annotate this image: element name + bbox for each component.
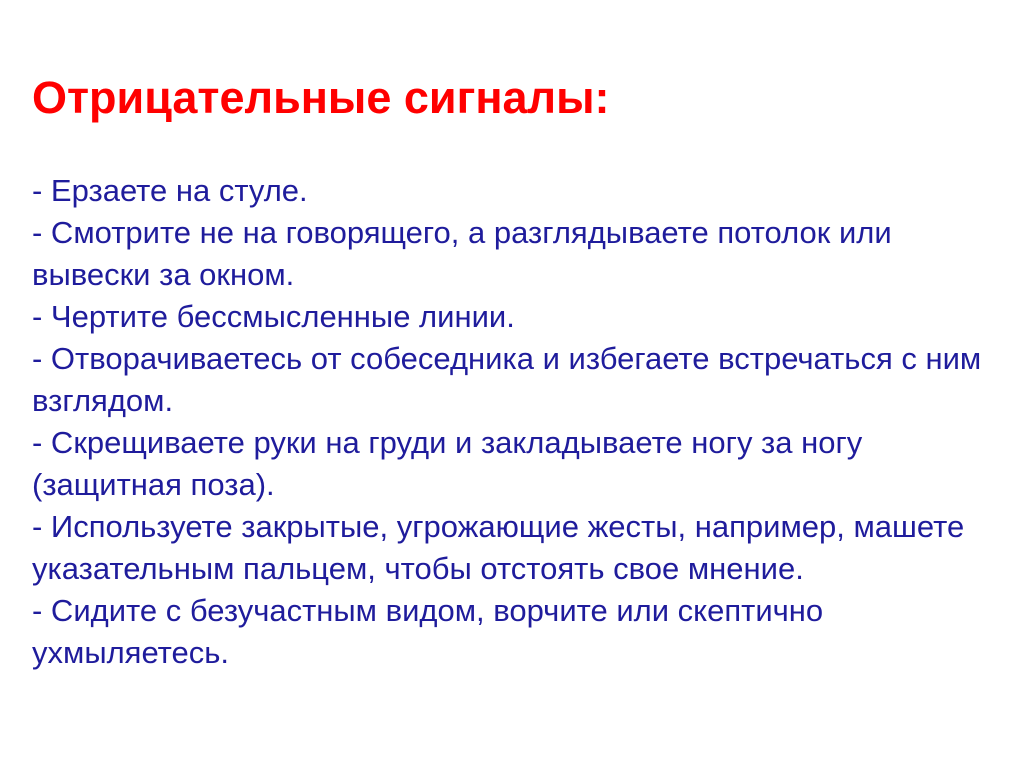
list-item-looking-away: - Смотрите не на говорящего, а разглядываете потолок или вывески за окном.: [32, 215, 892, 292]
list-item-threatening-gestures: - Используете закрытые, угрожающие жесты, например, машете указательным пальцем, чтобы отстоять свое мнение.: [32, 509, 965, 586]
list-item-skeptical-look: - Сидите с безучастным видом, ворчите или скептично ухмыляетесь.: [32, 593, 824, 670]
list-item-avoiding-eye-contact: - Отворачиваетесь от собеседника и избегаете встречаться с ним взглядом.: [32, 341, 982, 418]
list-item-doodling: - Чертите бессмысленные линии.: [32, 299, 515, 334]
list-item-fidgeting: - Ерзаете на стуле.: [32, 173, 308, 208]
slide-title: Отрицательные сигналы:: [32, 72, 610, 123]
signals-list: [32, 170, 1000, 674]
list-item-defensive-pose: - Скрещиваете руки на груди и закладываете ногу за ногу (защитная поза).: [32, 425, 863, 502]
